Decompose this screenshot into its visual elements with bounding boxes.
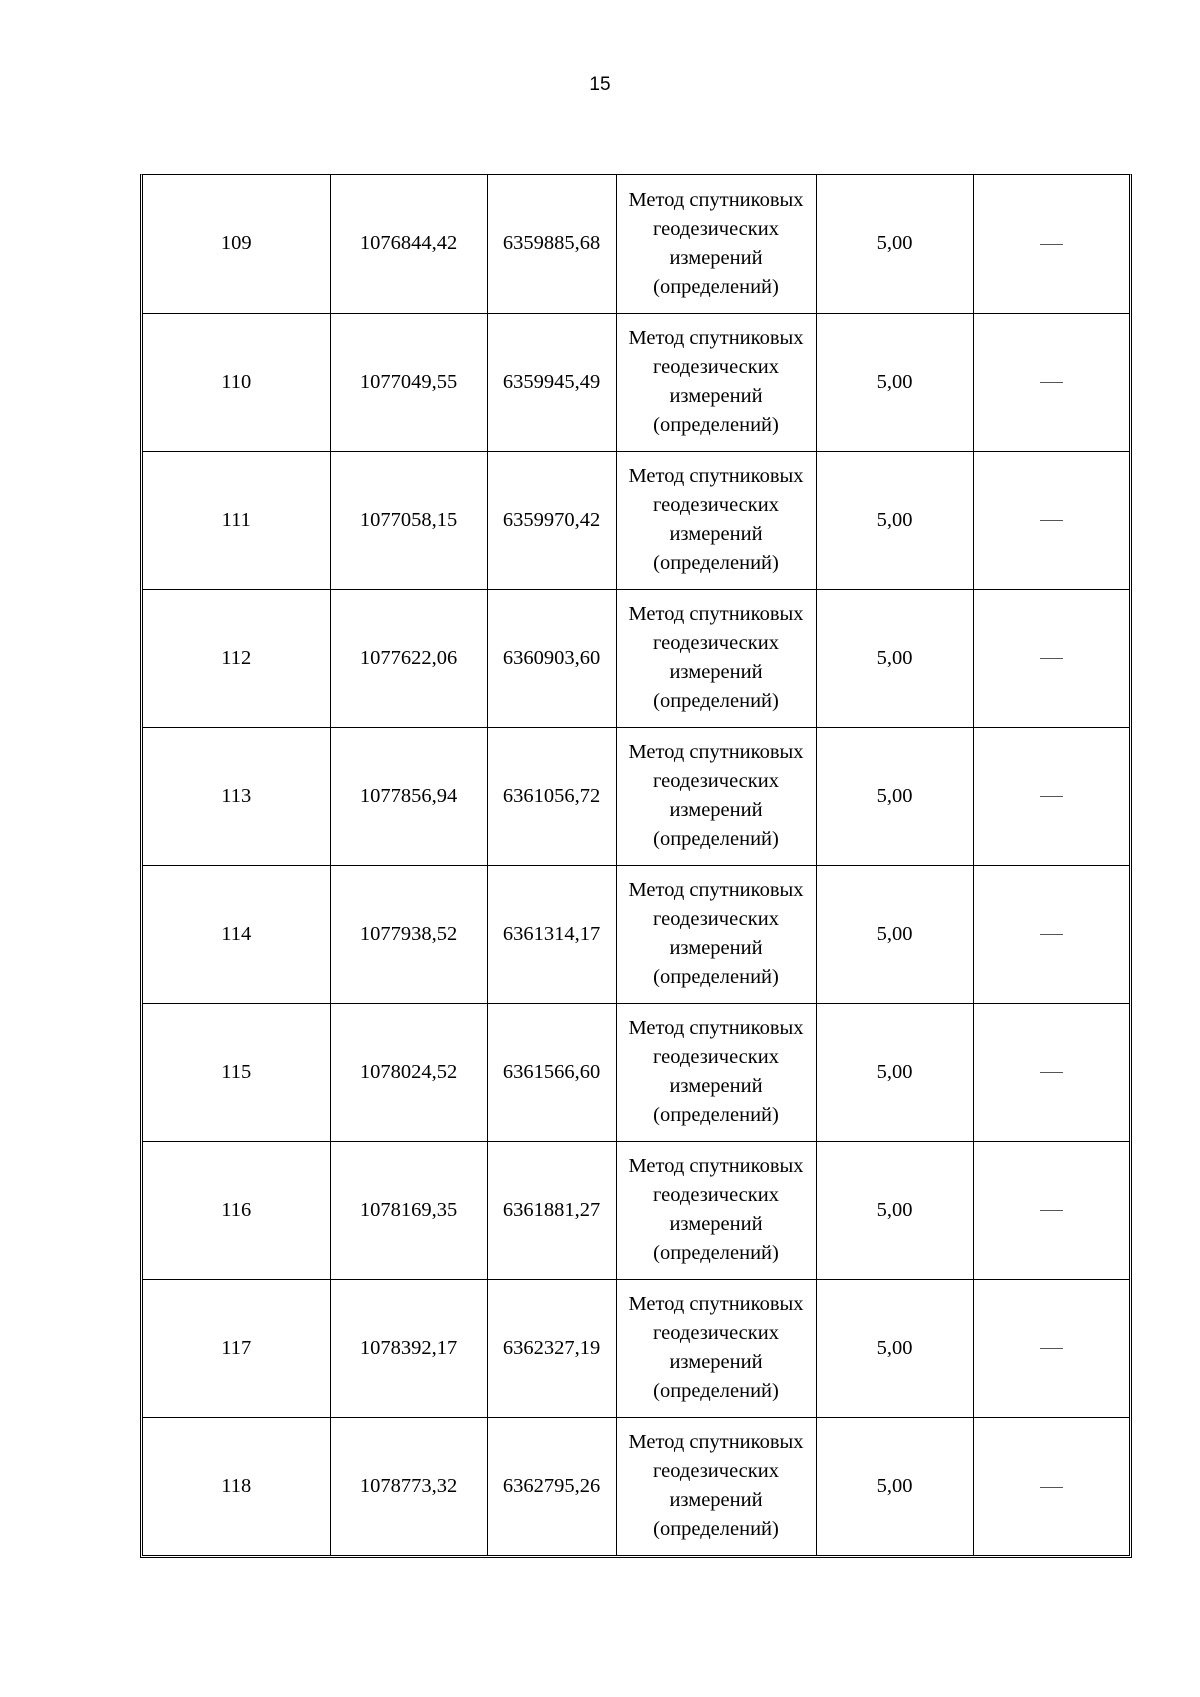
point-number: 112 bbox=[221, 646, 252, 669]
x-coordinate-cell bbox=[330, 865, 487, 1003]
y-coordinate-cell bbox=[487, 1279, 616, 1417]
point-number: 114 bbox=[221, 922, 252, 945]
method-line: геодезических bbox=[653, 217, 779, 240]
method-line: геодезических bbox=[653, 494, 779, 516]
point-number-cell bbox=[143, 865, 330, 1003]
point-number-cell bbox=[143, 589, 330, 727]
y-coordinate-cell bbox=[487, 1141, 616, 1279]
x-coordinate: 1078169,35 bbox=[359, 1198, 458, 1221]
table-row bbox=[143, 1279, 1129, 1417]
x-coordinate: 1077856,94 bbox=[359, 784, 458, 807]
y-coordinate-cell bbox=[487, 589, 616, 727]
method-line: (определений) bbox=[653, 552, 779, 574]
method-line: Метод спутниковых bbox=[628, 1431, 804, 1454]
dash-mark bbox=[1040, 934, 1063, 935]
extra-cell bbox=[973, 175, 1129, 313]
method-line: (определений) bbox=[653, 966, 779, 988]
method-cell bbox=[616, 589, 816, 727]
method-line: Метод спутниковых bbox=[628, 603, 804, 625]
accuracy-value: 5,00 bbox=[876, 784, 913, 807]
x-coordinate-cell bbox=[330, 1003, 487, 1141]
method-line: (определений) bbox=[653, 1242, 779, 1264]
accuracy-cell bbox=[816, 1141, 973, 1279]
method-line: (определений) bbox=[653, 275, 779, 298]
dash-mark bbox=[1040, 658, 1063, 659]
accuracy-value: 5,00 bbox=[876, 1474, 913, 1497]
y-coordinate-cell bbox=[487, 451, 616, 589]
y-coordinate: 6362327,19 bbox=[502, 1336, 601, 1359]
x-coordinate: 1077049,55 bbox=[359, 370, 458, 393]
accuracy-value: 5,00 bbox=[876, 646, 913, 669]
method-cell bbox=[616, 727, 816, 865]
method-cell bbox=[616, 451, 816, 589]
accuracy-cell bbox=[816, 727, 973, 865]
method-line: измерений bbox=[669, 937, 763, 959]
accuracy-value: 5,00 bbox=[876, 370, 913, 393]
method-line: измерений bbox=[669, 1351, 763, 1373]
accuracy-value: 5,00 bbox=[876, 1336, 913, 1359]
point-number: 116 bbox=[221, 1198, 252, 1221]
extra-cell bbox=[973, 1417, 1129, 1555]
extra-cell bbox=[973, 865, 1129, 1003]
table-row bbox=[143, 1417, 1129, 1555]
point-number-cell bbox=[143, 1141, 330, 1279]
method-line: Метод спутниковых bbox=[628, 1017, 804, 1039]
point-number: 113 bbox=[221, 784, 252, 807]
table-row bbox=[143, 589, 1129, 727]
y-coordinate: 6359885,68 bbox=[502, 232, 601, 255]
method-line: Метод спутниковых bbox=[628, 327, 804, 349]
y-coordinate: 6361314,17 bbox=[502, 922, 601, 945]
x-coordinate-cell bbox=[330, 313, 487, 451]
method-line: Метод спутниковых bbox=[628, 1155, 804, 1177]
method-line: измерений bbox=[669, 1075, 763, 1097]
y-coordinate-cell bbox=[487, 175, 616, 313]
extra-cell bbox=[973, 1279, 1129, 1417]
method-line: геодезических bbox=[653, 908, 779, 930]
y-coordinate: 6360903,60 bbox=[502, 646, 601, 669]
dash-mark bbox=[1040, 1487, 1063, 1488]
method-cell bbox=[616, 1417, 816, 1555]
extra-cell bbox=[973, 451, 1129, 589]
method-line: Метод спутниковых bbox=[628, 188, 804, 211]
dash-mark bbox=[1040, 244, 1063, 245]
method-line: (определений) bbox=[653, 828, 779, 850]
table-body bbox=[143, 175, 1129, 1555]
x-coordinate: 1078024,52 bbox=[359, 1060, 458, 1083]
method-line: геодезических bbox=[653, 1184, 779, 1206]
y-coordinate: 6361566,60 bbox=[502, 1060, 601, 1083]
dash-mark bbox=[1040, 520, 1063, 521]
table-row bbox=[143, 865, 1129, 1003]
accuracy-cell bbox=[816, 865, 973, 1003]
point-number: 117 bbox=[221, 1336, 252, 1359]
point-number: 109 bbox=[220, 232, 252, 255]
point-number: 118 bbox=[221, 1474, 252, 1497]
method-line: Метод спутниковых bbox=[628, 741, 804, 763]
accuracy-value: 5,00 bbox=[876, 1060, 913, 1083]
accuracy-value: 5,00 bbox=[876, 1198, 913, 1221]
extra-cell bbox=[973, 1141, 1129, 1279]
method-cell bbox=[616, 865, 816, 1003]
method-cell bbox=[616, 313, 816, 451]
x-coordinate: 1077938,52 bbox=[359, 922, 458, 945]
x-coordinate: 1076844,42 bbox=[359, 232, 458, 255]
x-coordinate: 1078773,32 bbox=[359, 1474, 458, 1497]
table-row bbox=[143, 451, 1129, 589]
point-number-cell bbox=[143, 1279, 330, 1417]
method-line: геодезических bbox=[653, 770, 779, 792]
accuracy-cell bbox=[816, 451, 973, 589]
extra-cell bbox=[973, 589, 1129, 727]
method-cell bbox=[616, 1141, 816, 1279]
extra-cell bbox=[973, 1003, 1129, 1141]
dash-mark bbox=[1040, 796, 1063, 797]
method-cell bbox=[616, 1003, 816, 1141]
method-line: (определений) bbox=[653, 1380, 779, 1402]
point-number: 115 bbox=[221, 1060, 252, 1083]
y-coordinate: 6362795,26 bbox=[502, 1474, 601, 1497]
method-cell bbox=[616, 1279, 816, 1417]
y-coordinate-cell bbox=[487, 727, 616, 865]
x-coordinate-cell bbox=[330, 451, 487, 589]
table-row bbox=[143, 313, 1129, 451]
method-line: геодезических bbox=[653, 1460, 779, 1483]
method-line: измерений bbox=[669, 385, 763, 407]
method-cell bbox=[616, 175, 816, 313]
accuracy-cell bbox=[816, 1417, 973, 1555]
point-number: 111 bbox=[221, 508, 251, 531]
method-line: Метод спутниковых bbox=[628, 879, 804, 901]
x-coordinate-cell bbox=[330, 727, 487, 865]
method-line: (определений) bbox=[653, 690, 779, 712]
y-coordinate: 6361056,72 bbox=[502, 784, 601, 807]
x-coordinate: 1078392,17 bbox=[359, 1336, 458, 1359]
accuracy-cell bbox=[816, 175, 973, 313]
accuracy-value: 5,00 bbox=[876, 922, 913, 945]
y-coordinate-cell bbox=[487, 865, 616, 1003]
accuracy-cell bbox=[816, 313, 973, 451]
method-line: Метод спутниковых bbox=[628, 1293, 804, 1315]
y-coordinate-cell bbox=[487, 1003, 616, 1141]
x-coordinate-cell bbox=[330, 1141, 487, 1279]
point-number-cell bbox=[143, 175, 330, 313]
method-line: измерений bbox=[669, 661, 763, 683]
x-coordinate-cell bbox=[330, 589, 487, 727]
point-number-cell bbox=[143, 1417, 330, 1555]
extra-cell bbox=[973, 727, 1129, 865]
method-line: геодезических bbox=[653, 356, 779, 378]
table-row bbox=[143, 175, 1129, 313]
x-coordinate-cell bbox=[330, 1417, 487, 1555]
point-number-cell bbox=[143, 1003, 330, 1141]
page-number: 15 bbox=[589, 74, 611, 95]
accuracy-cell bbox=[816, 1003, 973, 1141]
method-line: геодезических bbox=[653, 1322, 779, 1344]
method-line: измерений bbox=[669, 246, 763, 269]
method-line: геодезических bbox=[653, 632, 779, 654]
table-row bbox=[143, 727, 1129, 865]
x-coordinate-cell bbox=[330, 175, 487, 313]
method-line: (определений) bbox=[653, 414, 779, 436]
dash-mark bbox=[1040, 1210, 1063, 1211]
point-number-cell bbox=[143, 313, 330, 451]
extra-cell bbox=[973, 313, 1129, 451]
method-line: (определений) bbox=[653, 1518, 779, 1541]
method-line: геодезических bbox=[653, 1046, 779, 1068]
accuracy-cell bbox=[816, 589, 973, 727]
table-row bbox=[143, 1141, 1129, 1279]
method-line: (определений) bbox=[653, 1104, 779, 1126]
x-coordinate-cell bbox=[330, 1279, 487, 1417]
dash-mark bbox=[1040, 1072, 1063, 1073]
point-number: 110 bbox=[221, 370, 252, 393]
accuracy-value: 5,00 bbox=[876, 232, 913, 255]
dash-mark bbox=[1040, 382, 1063, 383]
dash-mark bbox=[1040, 1348, 1063, 1349]
x-coordinate: 1077058,15 bbox=[359, 508, 458, 531]
point-number-cell bbox=[143, 727, 330, 865]
method-line: измерений bbox=[669, 523, 763, 545]
method-line: измерений bbox=[669, 799, 763, 821]
accuracy-cell bbox=[816, 1279, 973, 1417]
table-row bbox=[143, 1003, 1129, 1141]
coordinates-table-grid bbox=[143, 175, 1129, 1555]
method-line: Метод спутниковых bbox=[628, 465, 804, 487]
y-coordinate-cell bbox=[487, 313, 616, 451]
y-coordinate: 6359970,42 bbox=[502, 508, 601, 531]
x-coordinate: 1077622,06 bbox=[359, 646, 458, 669]
method-line: измерений bbox=[669, 1213, 763, 1235]
y-coordinate: 6359945,49 bbox=[502, 370, 601, 393]
method-line: измерений bbox=[669, 1489, 763, 1512]
coordinates-table bbox=[140, 174, 1132, 1558]
point-number-cell bbox=[143, 451, 330, 589]
y-coordinate: 6361881,27 bbox=[502, 1198, 601, 1221]
y-coordinate-cell bbox=[487, 1417, 616, 1555]
accuracy-value: 5,00 bbox=[876, 508, 913, 531]
